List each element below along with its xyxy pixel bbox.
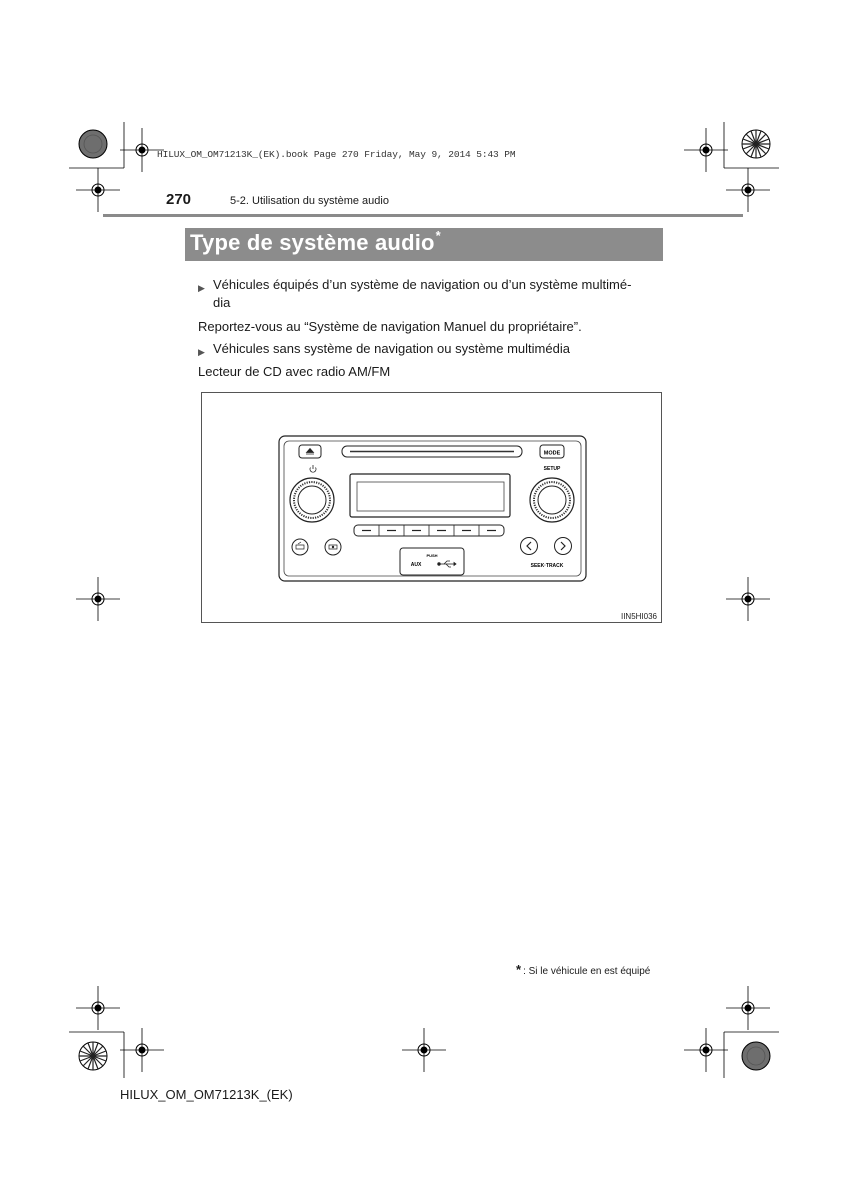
paragraph-cd-player: Lecteur de CD avec radio AM/FM [198, 364, 391, 379]
cd-button[interactable] [325, 539, 341, 555]
bullet-text: Véhicules équipés d’un système de navigation ou d’un système multimé- [213, 277, 632, 292]
power-volume-knob[interactable] [290, 478, 334, 522]
title-footnote-marker: * [435, 228, 441, 243]
setup-label: SETUP [543, 466, 561, 472]
tune-select-knob[interactable] [530, 478, 574, 522]
preset-buttons [354, 525, 504, 536]
radio-am-fm-button[interactable] [292, 539, 308, 555]
seek-track-label: SEEK·TRACK [530, 563, 564, 569]
bullet-text: Véhicules sans système de navigation ou système multimédia [213, 341, 570, 356]
header-rule [103, 214, 743, 217]
paragraph-navigation-reference: Reportez-vous au “Système de navigation Manuel du propriétaire”. [198, 319, 582, 334]
footnote [516, 962, 650, 977]
bullet-text-continuation: dia [213, 295, 231, 310]
audio-unit-illustration [202, 393, 661, 622]
display-screen [357, 482, 504, 511]
footer-document-code: HILUX_OM_OM71213K_(EK) [120, 1087, 293, 1102]
footnote-marker: * [516, 962, 522, 977]
section-reference: 5-2. Utilisation du système audio [230, 195, 389, 207]
bullet-triangle-icon: ▶ [198, 347, 205, 357]
bullet-no-navigation [198, 340, 660, 358]
seek-back-button[interactable] [521, 538, 538, 555]
seek-forward-button[interactable] [555, 538, 572, 555]
print-header: HILUX_OM_OM71213K_(EK).book Page 270 Friday, May 9, 2014 5:43 PM [157, 149, 516, 160]
bullet-triangle-icon: ▶ [198, 283, 205, 293]
section-title: Type de système audio* [190, 228, 441, 255]
aux-label: AUX [410, 562, 422, 568]
page-number: 270 [166, 191, 192, 208]
mode-label: MODE [543, 450, 561, 457]
section-title-bar [185, 228, 663, 261]
push-label: PUSH [426, 553, 438, 558]
footnote-text: : Si le véhicule en est équipé [523, 966, 651, 977]
figure-audio-unit [201, 392, 662, 623]
bullet-navigation [198, 276, 660, 312]
figure-code: IIN5HI036 [620, 612, 657, 621]
